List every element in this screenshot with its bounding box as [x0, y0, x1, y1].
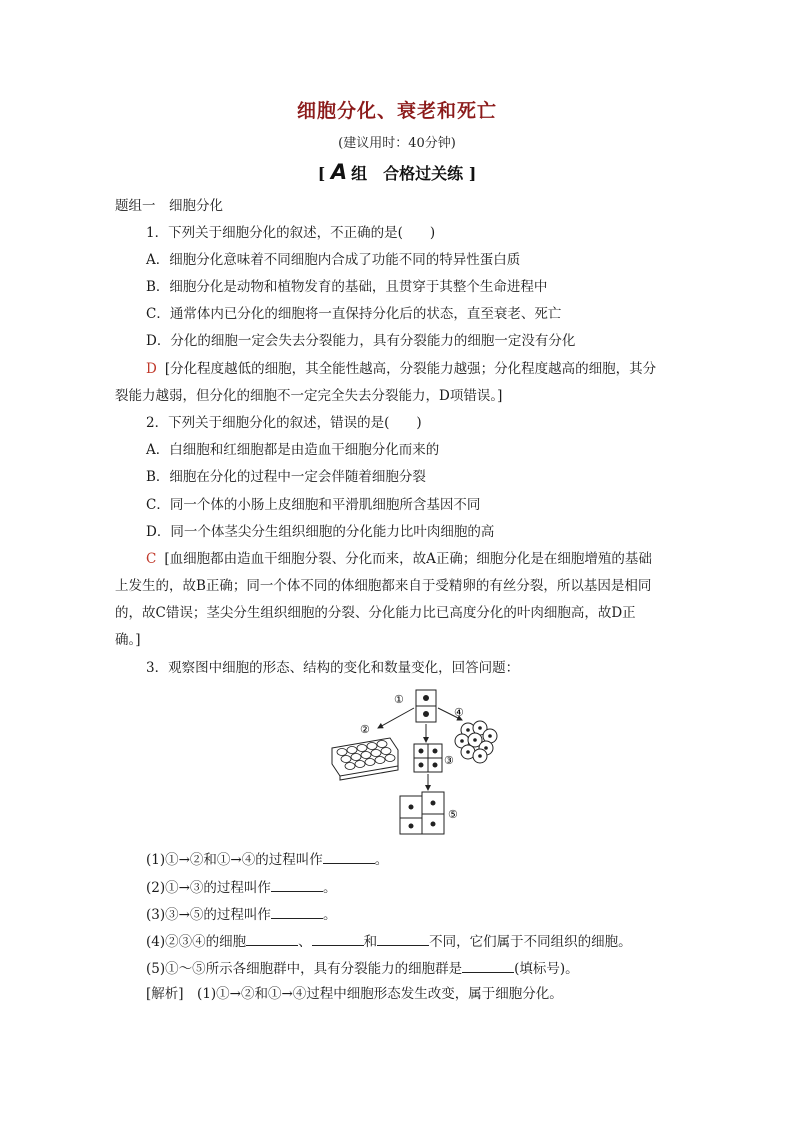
q1-option-a: A．细胞分化意味着不同细胞内合成了功能不同的特异性蛋白质: [146, 252, 521, 268]
group-letter: A: [330, 160, 348, 184]
q1-option-b: B．细胞分化是动物和植物发育的基础，且贯穿于其整个生命进程中: [146, 279, 548, 295]
label-1: ①: [394, 693, 404, 706]
q3-sub5: [146, 958, 579, 978]
label-4: ④: [454, 706, 464, 719]
q1-option-c: C．通常体内已分化的细胞将一直保持分化后的状态，直至衰老、死亡: [146, 306, 562, 322]
q2-option-d: D．同一个体茎尖分生组织细胞的分化能力比叶肉细胞的高: [146, 524, 495, 540]
suggested-time: (建议用时：40分钟): [338, 136, 456, 151]
label-2: ②: [360, 723, 370, 736]
q3-sub3-text: (3)③→⑤的过程叫作: [146, 907, 271, 923]
q2-explanation-line4: 确。]: [115, 632, 141, 648]
q3-sub5-text: (5)①～⑤所示各细胞群中，具有分裂能力的细胞群是: [146, 961, 463, 977]
analysis-text: (1)①→②和①→④过程中细胞形态发生改变，属于细胞分化。: [197, 986, 563, 1002]
answer-blank[interactable]: [462, 958, 514, 973]
q1-explanation-line2: 裂能力越弱，但分化的细胞不一定完全失去分裂能力，D项错误。]: [115, 388, 503, 404]
q3-stem: 3．观察图中细胞的形态、结构的变化和数量变化，回答问题：: [146, 660, 520, 676]
answer-blank[interactable]: [377, 931, 429, 946]
q2-answer: C: [146, 551, 157, 567]
answer-blank[interactable]: [312, 931, 364, 946]
cell-group-4: [455, 721, 497, 763]
label-5: ⑤: [448, 808, 458, 821]
cell-group-2: [332, 738, 398, 780]
q3-sub1-text: (1)①→②和①→④的过程叫作: [146, 852, 323, 868]
group-text: 组 合格过关练: [351, 164, 464, 183]
q2-explanation-text: [血细胞都由造血干细胞分裂、分化而来，故A正确；细胞分化是在细胞增殖的基础: [164, 551, 652, 567]
q3-sub2-text: (2)①→③的过程叫作: [146, 880, 271, 896]
q2-option-c: C．同一个体的小肠上皮细胞和平滑肌细胞所含基因不同: [146, 497, 481, 513]
q1-explanation-text: [分化程度越低的细胞，其全能性越高，分裂能力越强；分化程度越高的细胞，其分: [164, 361, 657, 377]
q3-sub4-end: 不同，它们属于不同组织的细胞。: [429, 934, 632, 950]
group-heading: [0, 160, 794, 184]
answer-blank[interactable]: [246, 931, 298, 946]
q3-sub4-text: (4)②③④的细胞: [146, 934, 247, 950]
q3-sub1-end: 。: [374, 852, 389, 868]
q1-explanation-line1: [146, 360, 656, 378]
cell-differentiation-figure: [330, 686, 500, 836]
q1-answer: D: [146, 361, 157, 377]
q1-stem: 1．下列关于细胞分化的叙述，不正确的是( ): [146, 225, 436, 241]
q2-option-b: B．细胞在分化的过程中一定会伴随着细胞分裂: [146, 469, 426, 485]
q3-sub3: [146, 904, 336, 924]
page-title: 细胞分化、衰老和死亡: [296, 100, 497, 122]
q3-sub5-end: (填标号)。: [514, 961, 579, 977]
answer-blank[interactable]: [323, 849, 375, 864]
arrow-1-to-2: [378, 708, 414, 728]
q2-stem: 2．下列关于细胞分化的叙述，错误的是( ): [146, 415, 422, 431]
q2-explanation-line2: 上发生的，故B正确；同一个体不同的体细胞都来自于受精卵的有丝分裂，所以基因是相同: [115, 578, 652, 594]
section-heading: 题组一 细胞分化: [115, 198, 223, 214]
q2-explanation-line1: [146, 550, 652, 568]
analysis-label: [解析]: [146, 986, 184, 1002]
q3-analysis: [146, 985, 563, 1003]
answer-blank[interactable]: [271, 904, 323, 919]
q1-option-d: D．分化的细胞一定会失去分裂能力，具有分裂能力的细胞一定没有分化: [146, 333, 576, 349]
q3-sub4: [146, 931, 632, 951]
q3-sub2-end: 。: [322, 880, 337, 896]
q3-sub3-end: 。: [322, 907, 337, 923]
group-bracket-open: [: [317, 164, 326, 183]
q2-option-a: A．白细胞和红细胞都是由造血干细胞分化而来的: [146, 442, 440, 458]
q3-sub4-sep1: 、: [298, 934, 312, 950]
cell-group-5: [400, 792, 444, 834]
group-bracket-close: ]: [468, 164, 477, 183]
answer-blank[interactable]: [271, 877, 323, 892]
q3-sub2: [146, 877, 336, 897]
q3-sub1: [146, 849, 388, 869]
q3-sub4-sep2: 和: [363, 934, 378, 950]
q2-explanation-line3: 的，故C错误；茎尖分生组织细胞的分裂、分化能力比已高度分化的叶肉细胞高，故D正: [115, 605, 636, 621]
cell-group-3: [414, 744, 442, 772]
cell-group-1: [416, 690, 436, 722]
label-3: ③: [444, 754, 454, 767]
